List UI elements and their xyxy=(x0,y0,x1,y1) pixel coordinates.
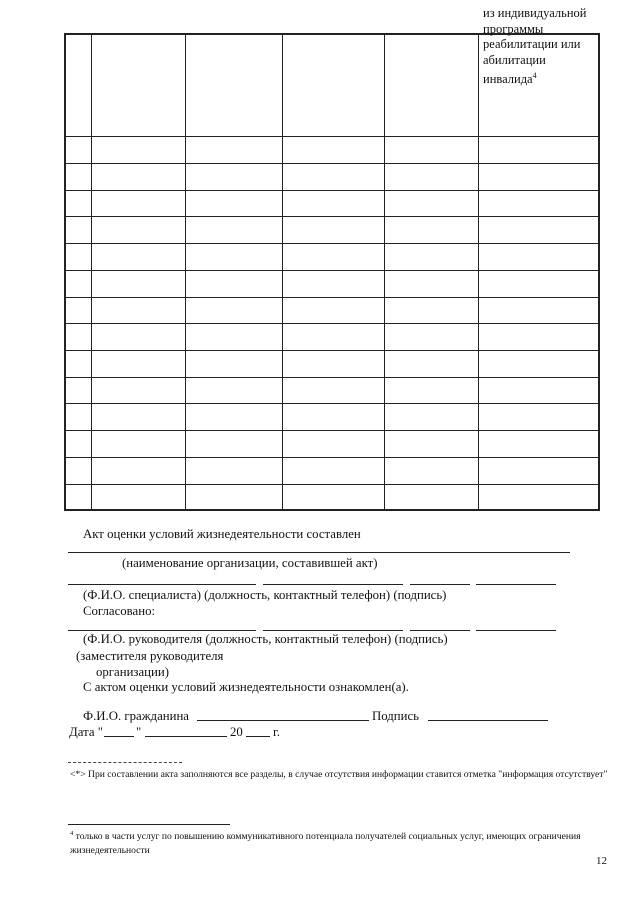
organization-hint: организации) xyxy=(96,665,169,679)
specialist-sign-line[interactable] xyxy=(410,584,470,585)
table-row-divider xyxy=(64,350,600,351)
date-prefix: Дата " xyxy=(69,725,103,739)
date-year-line[interactable] xyxy=(246,736,270,737)
head-extra-line[interactable] xyxy=(476,630,556,631)
citizen-name-line[interactable] xyxy=(197,720,369,721)
table-row-divider xyxy=(64,403,600,404)
date-mid: " xyxy=(136,725,142,739)
table-row-divider xyxy=(64,136,600,137)
specialist-hint: (Ф.И.О. специалиста) (должность, контактный телефон) (подпись) xyxy=(83,588,447,602)
table-row-divider xyxy=(64,190,600,191)
table-row-divider xyxy=(64,216,600,217)
table-row-divider xyxy=(64,243,600,244)
table-col-divider xyxy=(282,33,283,511)
table-row-divider xyxy=(64,323,600,324)
date-day-line[interactable] xyxy=(104,736,134,737)
agreed-label: Согласовано: xyxy=(83,604,156,618)
footnote xyxy=(70,827,610,858)
table-col-divider xyxy=(384,33,385,511)
signature-label: Подпись xyxy=(372,709,419,723)
specialist-position-line[interactable] xyxy=(263,584,403,585)
table-header-cell xyxy=(483,6,598,88)
specialist-extra-line[interactable] xyxy=(476,584,556,585)
head-sign-line[interactable] xyxy=(410,630,470,631)
table-row-divider xyxy=(64,430,600,431)
specialist-name-line[interactable] xyxy=(68,584,256,585)
table-row-divider xyxy=(64,163,600,164)
head-hint: (Ф.И.О. руководителя (должность, контактный телефон) (подпись) xyxy=(83,632,448,646)
org-name-line[interactable] xyxy=(68,552,570,553)
table-row-divider xyxy=(64,377,600,378)
table-border-bottom xyxy=(64,509,600,511)
table-row-divider xyxy=(64,484,600,485)
deputy-hint: (заместителя руководителя xyxy=(76,649,224,663)
table-col-divider xyxy=(478,33,479,511)
citizen-signature-line[interactable] xyxy=(428,720,548,721)
act-composed-label: Акт оценки условий жизнедеятельности составлен xyxy=(83,527,361,541)
table-row-divider xyxy=(64,457,600,458)
head-position-line[interactable] xyxy=(263,630,403,631)
table-col-divider xyxy=(185,33,186,511)
table-border-left xyxy=(64,33,66,511)
assessment-table xyxy=(64,33,600,511)
footnote-separator xyxy=(68,824,230,825)
notes-separator xyxy=(68,762,182,763)
footnote-ref: 4 xyxy=(532,71,537,80)
table-border-right xyxy=(598,33,600,511)
date-year-suffix: г. xyxy=(273,725,281,739)
date-year-prefix: 20 xyxy=(230,725,243,739)
page-number: 12 xyxy=(596,855,607,867)
citizen-name-label: Ф.И.О. гражданина xyxy=(83,709,189,723)
org-name-hint: (наименование организации, составившей акт) xyxy=(122,556,378,570)
footnote-text: только в части услуг по повышению коммуникативного потенциала получателей социальных услуг, имеющих ограничения жизнедеятельности xyxy=(70,831,581,857)
table-row-divider xyxy=(64,270,600,271)
footnote-number: 4 xyxy=(70,830,74,837)
acquainted-text: С актом оценки условий жизнедеятельности ознакомлен(а). xyxy=(83,680,409,694)
table-header-text: из индивидуальной программы реабилитации или абилитации инвалида xyxy=(483,6,587,87)
table-col-divider xyxy=(91,33,92,511)
head-name-line[interactable] xyxy=(68,630,256,631)
table-row-divider xyxy=(64,297,600,298)
date-month-line[interactable] xyxy=(145,736,227,737)
asterisk-note: <*> При составлении акта заполняются все разделы, в случае отсутствия информации ставится отметка "информация отсутствует" xyxy=(70,769,608,780)
